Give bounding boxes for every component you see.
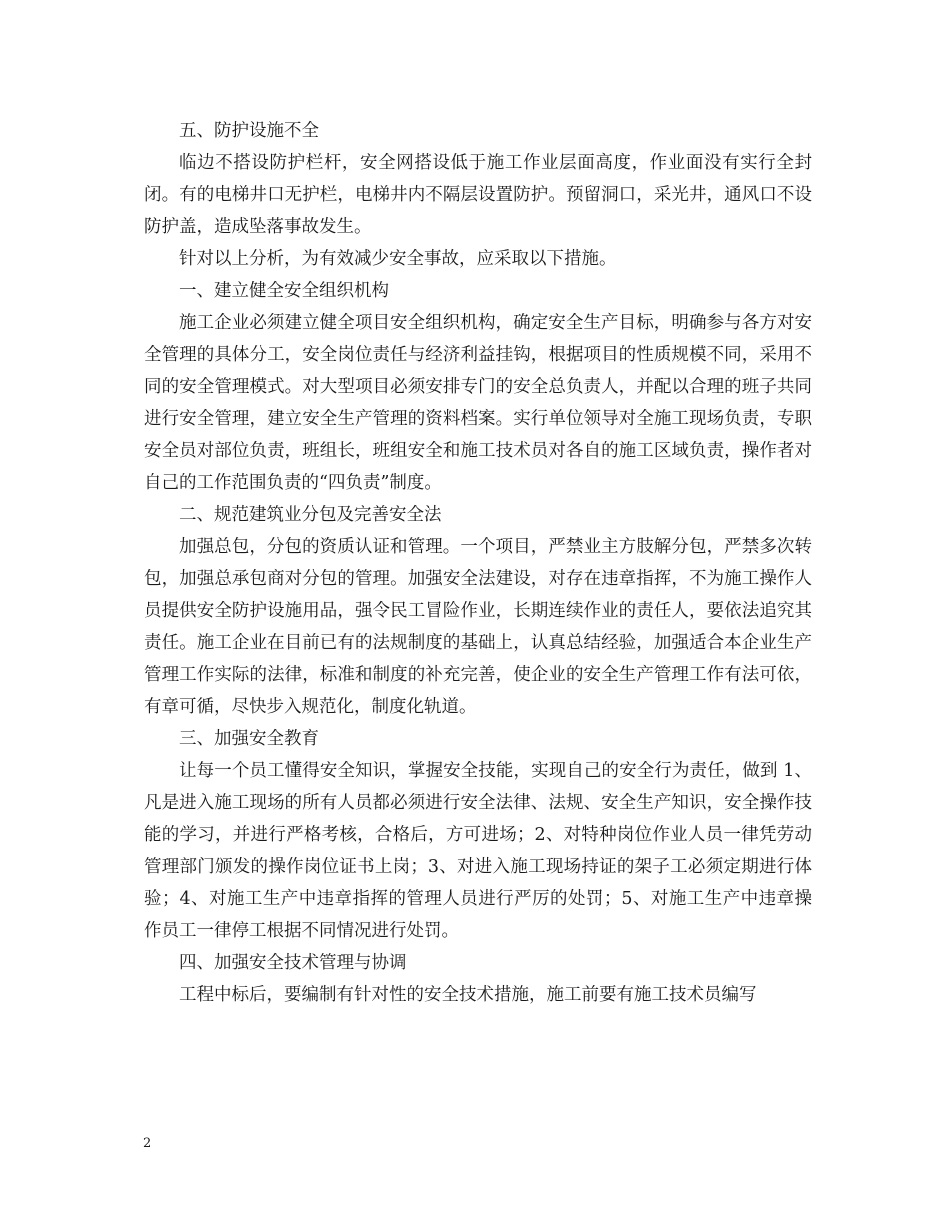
body-paragraph: 施工企业必须建立健全项目安全组织机构，确定安全生产目标，明确参与各方对安全管理的具体分工，安全岗位责任与经济利益挂钩，根据项目的性质规模不同，采用不同的安全管理模式。对大型项目必须安排专门的安全总负责人，并配以合理的班子共同进行安全管理，建立安全生产管理的资料档案。实行单位领导对全施工现场负责，专职安全员对部位负责，班组长，班组安全和施工技术员对各自的施工区域负责，操作者对自己的工作范围负责的“四负责”制度。	[144, 313, 812, 493]
body-paragraph: 工程中标后，要编制有针对性的安全技术措施，施工前要有施工技术员编写	[179, 985, 757, 1005]
section-heading: 三、加强安全教育	[179, 729, 319, 749]
section-heading: 二、规范建筑业分包及完善安全法	[179, 505, 442, 525]
body-paragraph: 让每一个员工懂得安全知识，掌握安全技能，实现自己的安全行为责任，做到 1、凡是进入施工现场的所有人员都必须进行安全法律、法规、安全生产知识，安全操作技能的学习，并进行严格考核，合格后，方可进场；2、对特种岗位作业人员一律凭劳动管理部门颁发的操作岗位证书上岗；3、对进入施工现场持证的架子工必须定期进行体验；4、对施工生产中违章指挥的管理人员进行严厉的处罚；5、对施工生产中违章操作员工一律停工根据不同情况进行处罚。	[144, 761, 812, 941]
body-paragraph: 加强总包，分包的资质认证和管理。一个项目，严禁业主方肢解分包，严禁多次转包，加强总承包商对分包的管理。加强安全法建设，对存在违章指挥，不为施工操作人员提供安全防护设施用品，强令民工冒险作业，长期连续作业的责任人，要依法追究其责任。施工企业在目前已有的法规制度的基础上，认真总结经验，加强适合本企业生产管理工作实际的法律，标准和制度的补充完善，使企业的安全生产管理工作有法可依，有章可循，尽快步入规范化，制度化轨道。	[144, 537, 812, 717]
body-paragraph: 临边不搭设防护栏杆，安全网搭设低于施工作业层面高度，作业面没有实行全封闭。有的电梯井口无护栏，电梯井内不隔层设置防护。预留洞口，采光井，通风口不设防护盖，造成坠落事故发生。	[144, 153, 812, 237]
section-heading: 四、加强安全技术管理与协调	[179, 953, 407, 973]
page-number: 2	[143, 1136, 152, 1151]
section-heading: 一、建立健全安全组织机构	[179, 281, 389, 301]
body-paragraph: 针对以上分析，为有效减少安全事故，应采取以下措施。	[179, 249, 617, 269]
document-body	[144, 115, 812, 1011]
section-heading: 五、防护设施不全	[179, 121, 319, 141]
